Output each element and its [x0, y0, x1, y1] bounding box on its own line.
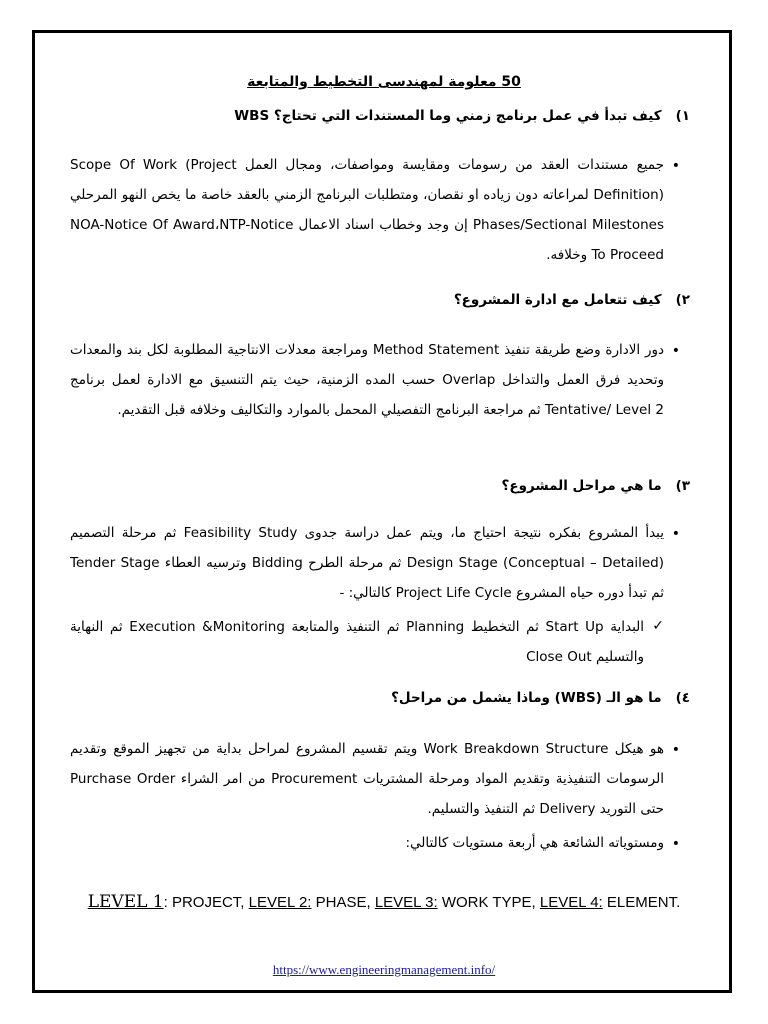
question-number: ١) — [675, 108, 690, 124]
bullet-icon: • — [671, 836, 680, 852]
question-number: ٤) — [675, 690, 690, 706]
question-number: ٣) — [675, 478, 690, 494]
level-1-value: : PROJECT, — [163, 894, 249, 911]
level-2-value: PHASE, — [311, 894, 375, 911]
checkmark-icon: ✓ — [652, 618, 664, 634]
level-3-value: WORK TYPE, — [437, 894, 540, 911]
wbs-levels-line — [0, 892, 768, 912]
level-1-key: LEVEL 1 — [87, 892, 164, 912]
answer-1: جميع مستندات العقد من رسومات ومقايسة ومواصفات، ومجال العمل Scope Of Work (Project Definition) لمراعاته دون زياده او نقصان، ومتطلبات البرنامج الزمني بالعقد خاصة ما يخص النهو المرحلي Phases/Sectional Milestones إن وجد وخطاب اسناد الاعمال NOA-Notice Of Award،NTP-Notice To Proceed وخلافه. — [70, 157, 664, 263]
question-text: ما هو الـ (WBS) وماذا يشمل من مراحل؟ — [391, 690, 662, 706]
level-4-key: LEVEL 4: — [539, 894, 603, 911]
bullet-icon: • — [671, 526, 680, 542]
level-2-key: LEVEL 2: — [248, 894, 312, 911]
question-text: كيف تبدأ في عمل برنامج زمني وما المستندات التي تحتاج؟ WBS — [234, 108, 662, 124]
answer-3-checklist: البداية Start Up ثم التخطيط Planning ثم التنفيذ والمتابعة Execution &Monitoring ثم النهاية والتسليم Close Out — [70, 619, 645, 665]
level-4-value: ELEMENT. — [602, 894, 681, 911]
question-1 — [234, 108, 690, 124]
bullet-icon: • — [671, 158, 680, 174]
question-2 — [454, 292, 690, 308]
question-3 — [502, 478, 690, 494]
level-3-key: LEVEL 3: — [374, 894, 438, 911]
question-4 — [391, 690, 690, 706]
answer-4: هو هيكل Work Breakdown Structure ويتم تقسيم المشروع لمراحل بداية من تجهيز الموقع وتقديم الرسومات التنفيذية وتقديم المواد ومرحلة المشتريات Procurement من امر الشراء Purchase Order حتى التوريد Delivery ثم التنفيذ والتسليم. — [70, 741, 664, 817]
question-text: كيف تتعامل مع ادارة المشروع؟ — [453, 292, 662, 308]
answer-4-levels-intro: ومستوياته الشائعة هي أربعة مستويات كالتالي: — [405, 835, 664, 851]
bullet-icon: • — [671, 742, 680, 758]
answer-3: يبدأ المشروع بفكره نتيجة احتياج ما، ويتم عمل دراسة جدوى Feasibility Study ثم مرحلة التصميم Design Stage (Conceptual – Detailed) ثم مرحلة الطرح Bidding وترسيه العطاء Tender Stage ثم تبدأ دوره حياه المشروع Project Life Cycle كالتالي: - — [70, 525, 665, 601]
footer-website-link[interactable]: https://www.engineeringmanagement.info/ — [272, 962, 496, 977]
page-title: 50 معلومة لمهندسى التخطيط والمتابعة — [247, 74, 521, 90]
answer-2: دور الادارة وضع طريقة تنفيذ Method Statement ومراجعة معدلات الانتاجية المطلوبة لكل بند والمعدات وتحديد فرق العمل والتداخل Overlap حسب المده الزمنية، حيث يتم التنسيق مع الادارة لعمل برنامج Tentative/ Level 2 ثم مراجعة البرنامج التفصيلي المحمل بالموارد والتكاليف وخلافه قبل التقديم. — [70, 342, 664, 418]
question-number: ٢) — [675, 292, 690, 308]
question-text: ما هي مراحل المشروع؟ — [501, 478, 662, 494]
bullet-icon: • — [671, 343, 680, 359]
